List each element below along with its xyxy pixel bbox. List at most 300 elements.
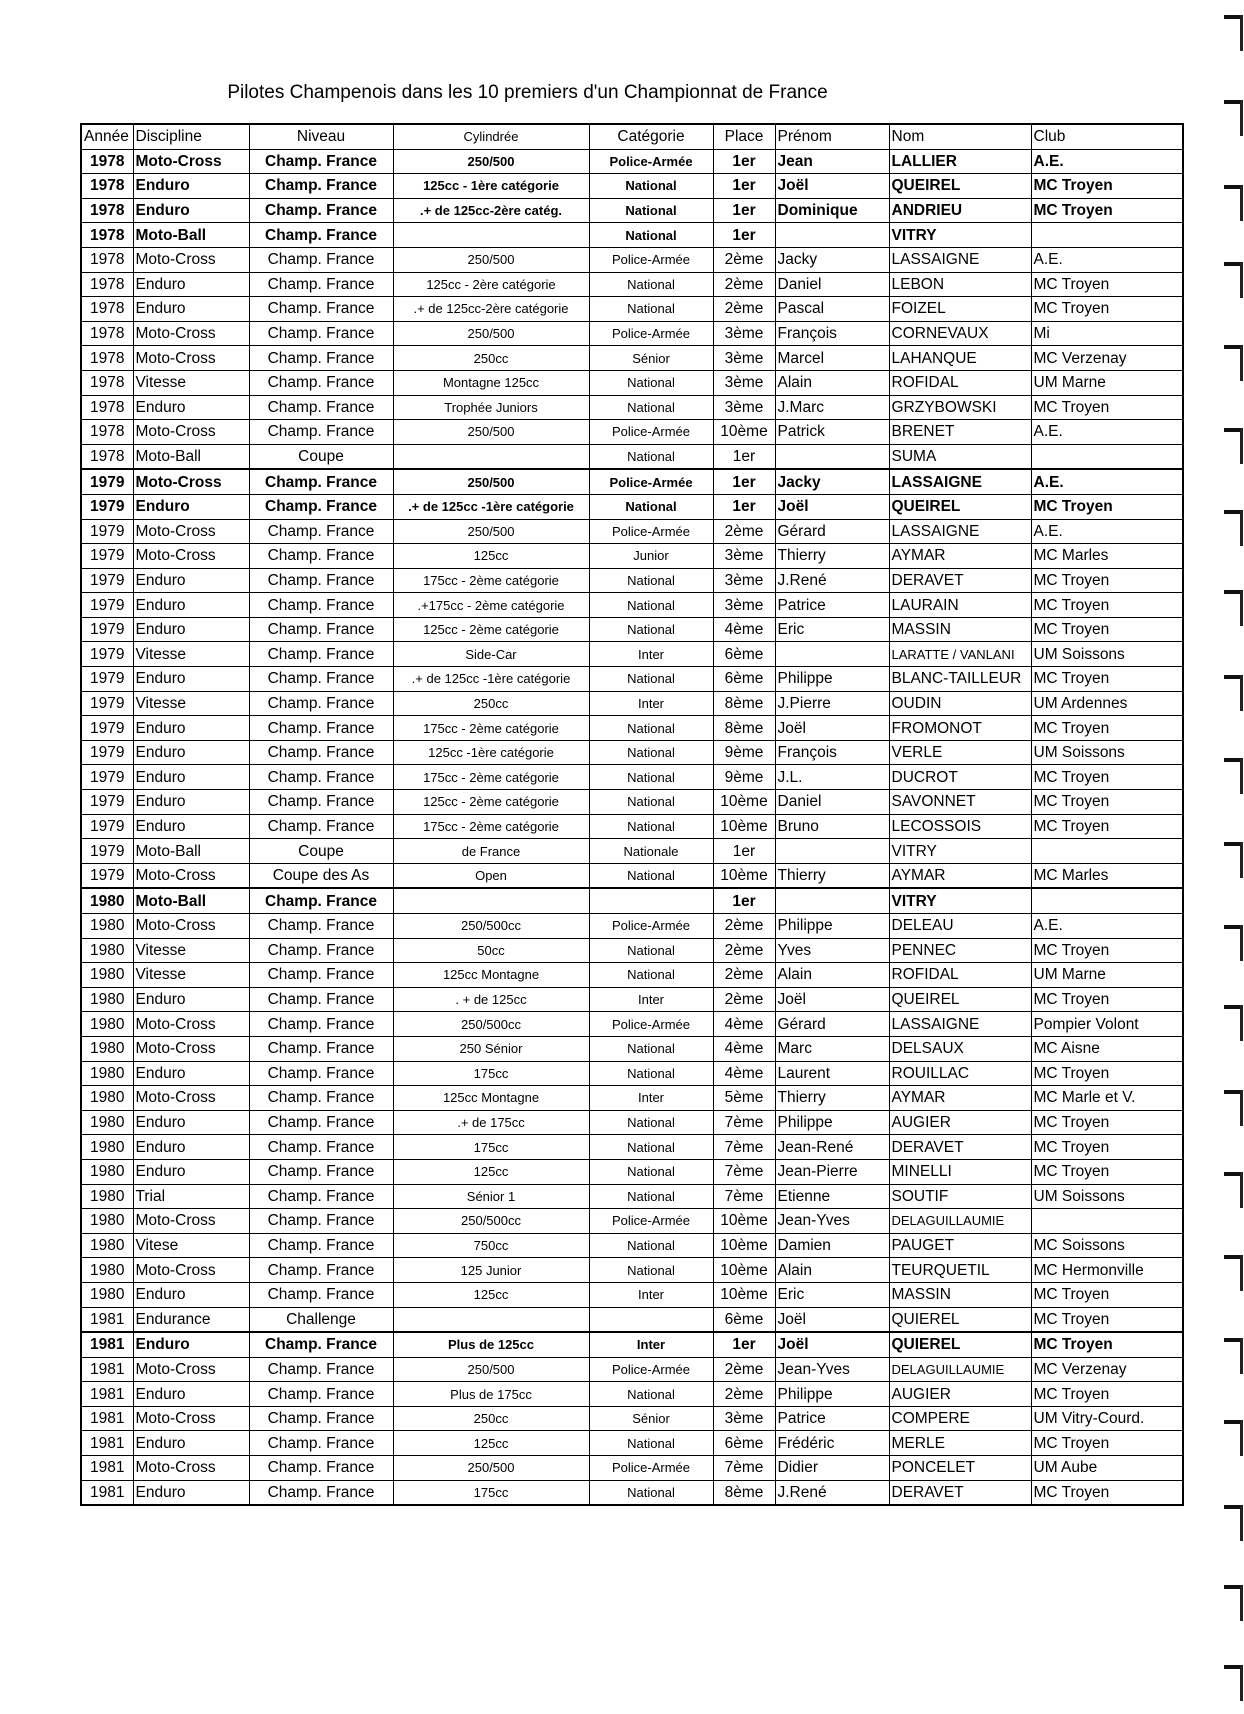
cell-categorie: Sénior xyxy=(589,346,713,371)
table-row xyxy=(81,765,1183,790)
cell-discipline: Moto-Cross xyxy=(133,420,249,445)
cell-club: UM Marne xyxy=(1031,370,1183,395)
cell-club: MC Troyen xyxy=(1031,938,1183,963)
cell-place: 8ème xyxy=(713,716,775,741)
cell-annee: 1978 xyxy=(81,420,133,445)
cell-annee: 1978 xyxy=(81,198,133,223)
cell-prenom: Didier xyxy=(775,1456,889,1481)
cell-annee: 1978 xyxy=(81,272,133,297)
cell-cylindree: 250cc xyxy=(393,346,589,371)
cell-nom: AYMAR xyxy=(889,544,1031,569)
header-nom: Nom xyxy=(889,124,1031,149)
table-row xyxy=(81,1086,1183,1111)
cell-niveau: Champ. France xyxy=(249,1382,393,1407)
cell-niveau: Champ. France xyxy=(249,1110,393,1135)
cell-cylindree: 125cc - 2ème catégorie xyxy=(393,790,589,815)
cell-niveau: Champ. France xyxy=(249,494,393,519)
cell-discipline: Enduro xyxy=(133,1159,249,1184)
cell-discipline: Moto-Cross xyxy=(133,863,249,888)
cell-nom: PENNEC xyxy=(889,938,1031,963)
cell-nom: LASSAIGNE xyxy=(889,1012,1031,1037)
cell-categorie: Inter xyxy=(589,1282,713,1307)
cell-discipline: Moto-Cross xyxy=(133,544,249,569)
cell-cylindree: 250/500 xyxy=(393,321,589,346)
cell-discipline: Enduro xyxy=(133,765,249,790)
cell-niveau: Champ. France xyxy=(249,814,393,839)
cell-categorie: National xyxy=(589,814,713,839)
cell-nom: BLANC-TAILLEUR xyxy=(889,667,1031,692)
table-row xyxy=(81,1456,1183,1481)
cell-niveau: Champ. France xyxy=(249,370,393,395)
cell-cylindree xyxy=(393,1307,589,1332)
edge-mark xyxy=(1224,1338,1242,1342)
cell-categorie: Inter xyxy=(589,691,713,716)
cell-place: 10ème xyxy=(713,1233,775,1258)
cell-discipline: Enduro xyxy=(133,297,249,322)
cell-place: 6ème xyxy=(713,1307,775,1332)
cell-place: 3ème xyxy=(713,1406,775,1431)
cell-nom: MASSIN xyxy=(889,1282,1031,1307)
cell-place: 3ème xyxy=(713,544,775,569)
header-cylindree: Cylindrée xyxy=(393,124,589,149)
cell-niveau: Champ. France xyxy=(249,247,393,272)
cell-cylindree: .+ de 125cc-2ère catégorie xyxy=(393,297,589,322)
cell-niveau: Coupe des As xyxy=(249,863,393,888)
cell-categorie: Nationale xyxy=(589,839,713,864)
cell-categorie: National xyxy=(589,568,713,593)
cell-discipline: Enduro xyxy=(133,593,249,618)
cell-nom: AUGIER xyxy=(889,1382,1031,1407)
cell-discipline: Enduro xyxy=(133,1382,249,1407)
table-row xyxy=(81,1110,1183,1135)
cell-discipline: Moto-Cross xyxy=(133,1456,249,1481)
cell-annee: 1980 xyxy=(81,1135,133,1160)
cell-club: MC Troyen xyxy=(1031,1382,1183,1407)
cell-categorie: National xyxy=(589,1184,713,1209)
edge-mark xyxy=(1224,1090,1242,1094)
cell-cylindree: Side-Car xyxy=(393,642,589,667)
cell-club: MC Troyen xyxy=(1031,617,1183,642)
cell-categorie: Sénior xyxy=(589,1406,713,1431)
cell-club: MC Troyen xyxy=(1031,198,1183,223)
table-row xyxy=(81,938,1183,963)
cell-place: 10ème xyxy=(713,790,775,815)
cell-nom: LEBON xyxy=(889,272,1031,297)
table-row xyxy=(81,888,1183,913)
cell-discipline: Enduro xyxy=(133,617,249,642)
cell-niveau: Champ. France xyxy=(249,716,393,741)
cell-nom: DUCROT xyxy=(889,765,1031,790)
table-row xyxy=(81,297,1183,322)
table-row xyxy=(81,1431,1183,1456)
cell-club: MC Troyen xyxy=(1031,1332,1183,1357)
cell-discipline: Enduro xyxy=(133,987,249,1012)
cell-annee: 1979 xyxy=(81,642,133,667)
cell-cylindree: 175cc xyxy=(393,1061,589,1086)
cell-prenom: Jean-René xyxy=(775,1135,889,1160)
cell-categorie: Police-Armée xyxy=(589,519,713,544)
cell-club: MC Troyen xyxy=(1031,297,1183,322)
cell-categorie: Police-Armée xyxy=(589,1357,713,1382)
cell-annee: 1979 xyxy=(81,740,133,765)
cell-categorie: National xyxy=(589,1036,713,1061)
cell-niveau: Champ. France xyxy=(249,1184,393,1209)
table-row xyxy=(81,149,1183,174)
cell-club: MC Troyen xyxy=(1031,790,1183,815)
cell-annee: 1981 xyxy=(81,1307,133,1332)
cell-prenom: Jacky xyxy=(775,469,889,494)
cell-categorie: National xyxy=(589,1258,713,1283)
cell-cylindree: 250cc xyxy=(393,691,589,716)
cell-niveau: Champ. France xyxy=(249,272,393,297)
edge-mark xyxy=(1224,1420,1242,1424)
cell-club: MC Troyen xyxy=(1031,1110,1183,1135)
cell-categorie: Police-Armée xyxy=(589,1012,713,1037)
cell-annee: 1979 xyxy=(81,568,133,593)
cell-annee: 1978 xyxy=(81,247,133,272)
cell-nom: ROUILLAC xyxy=(889,1061,1031,1086)
cell-categorie: National xyxy=(589,938,713,963)
cell-place: 1er xyxy=(713,469,775,494)
cell-prenom: Yves xyxy=(775,938,889,963)
edge-mark xyxy=(1224,925,1242,929)
cell-place: 1er xyxy=(713,174,775,199)
cell-niveau: Champ. France xyxy=(249,740,393,765)
cell-annee: 1980 xyxy=(81,1036,133,1061)
cell-nom: PAUGET xyxy=(889,1233,1031,1258)
cell-nom: DELAGUILLAUMIE xyxy=(889,1209,1031,1234)
edge-mark xyxy=(1224,758,1242,762)
cell-niveau: Champ. France xyxy=(249,1332,393,1357)
cell-niveau: Champ. France xyxy=(249,617,393,642)
cell-cylindree: de France xyxy=(393,839,589,864)
cell-discipline: Vitesse xyxy=(133,642,249,667)
cell-place: 1er xyxy=(713,149,775,174)
cell-categorie: National xyxy=(589,1135,713,1160)
cell-annee: 1979 xyxy=(81,790,133,815)
cell-nom: DELAGUILLAUMIE xyxy=(889,1357,1031,1382)
cell-niveau: Champ. France xyxy=(249,1036,393,1061)
table-row xyxy=(81,519,1183,544)
cell-club: UM Marne xyxy=(1031,963,1183,988)
cell-annee: 1979 xyxy=(81,494,133,519)
cell-annee: 1979 xyxy=(81,716,133,741)
cell-place: 1er xyxy=(713,839,775,864)
cell-cylindree: 250/500 xyxy=(393,1357,589,1382)
cell-cylindree: 250/500 xyxy=(393,149,589,174)
table-row xyxy=(81,568,1183,593)
cell-nom: ROFIDAL xyxy=(889,370,1031,395)
cell-place: 7ème xyxy=(713,1159,775,1184)
cell-niveau: Champ. France xyxy=(249,1086,393,1111)
cell-prenom: Dominique xyxy=(775,198,889,223)
cell-place: 6ème xyxy=(713,642,775,667)
cell-place: 2ème xyxy=(713,987,775,1012)
cell-annee: 1980 xyxy=(81,1258,133,1283)
header-discipline: Discipline xyxy=(133,124,249,149)
table-row xyxy=(81,863,1183,888)
cell-club: A.E. xyxy=(1031,519,1183,544)
cell-niveau: Champ. France xyxy=(249,938,393,963)
cell-categorie: Junior xyxy=(589,544,713,569)
cell-nom: ROFIDAL xyxy=(889,963,1031,988)
table-row xyxy=(81,740,1183,765)
cell-annee: 1979 xyxy=(81,691,133,716)
cell-discipline: Enduro xyxy=(133,716,249,741)
cell-niveau: Champ. France xyxy=(249,223,393,248)
cell-niveau: Champ. France xyxy=(249,963,393,988)
cell-prenom: Joël xyxy=(775,174,889,199)
cell-discipline: Enduro xyxy=(133,1332,249,1357)
edge-mark xyxy=(1224,1172,1242,1176)
cell-cylindree: .+ de 175cc xyxy=(393,1110,589,1135)
cell-place: 4ème xyxy=(713,1036,775,1061)
cell-categorie: Inter xyxy=(589,1086,713,1111)
cell-cylindree: 750cc xyxy=(393,1233,589,1258)
cell-discipline: Moto-Cross xyxy=(133,247,249,272)
header-club: Club xyxy=(1031,124,1183,149)
table-row xyxy=(81,1406,1183,1431)
cell-nom: DERAVET xyxy=(889,1135,1031,1160)
cell-place: 4ème xyxy=(713,1061,775,1086)
cell-categorie: National xyxy=(589,395,713,420)
table-row xyxy=(81,174,1183,199)
cell-nom: MERLE xyxy=(889,1431,1031,1456)
table-row xyxy=(81,839,1183,864)
cell-nom: CORNEVAUX xyxy=(889,321,1031,346)
cell-discipline: Moto-Cross xyxy=(133,346,249,371)
cell-annee: 1979 xyxy=(81,593,133,618)
cell-club xyxy=(1031,888,1183,913)
cell-place: 10ème xyxy=(713,1282,775,1307)
cell-club: A.E. xyxy=(1031,914,1183,939)
cell-club: MC Marles xyxy=(1031,544,1183,569)
table-row xyxy=(81,1135,1183,1160)
cell-discipline: Moto-Cross xyxy=(133,321,249,346)
table-row xyxy=(81,1282,1183,1307)
cell-prenom: Joël xyxy=(775,1332,889,1357)
cell-discipline: Moto-Cross xyxy=(133,1258,249,1283)
cell-nom: LARATTE / VANLANI xyxy=(889,642,1031,667)
cell-club: UM Soissons xyxy=(1031,1184,1183,1209)
cell-prenom: Philippe xyxy=(775,1382,889,1407)
cell-niveau: Coupe xyxy=(249,839,393,864)
edge-mark xyxy=(1224,510,1242,514)
cell-club: A.E. xyxy=(1031,469,1183,494)
cell-prenom: Joël xyxy=(775,716,889,741)
table-row xyxy=(81,469,1183,494)
cell-prenom: Jean-Yves xyxy=(775,1209,889,1234)
table-row xyxy=(81,370,1183,395)
cell-categorie: National xyxy=(589,444,713,469)
cell-place: 7ème xyxy=(713,1456,775,1481)
cell-nom: BRENET xyxy=(889,420,1031,445)
cell-club: MC Troyen xyxy=(1031,1135,1183,1160)
cell-categorie: Police-Armée xyxy=(589,149,713,174)
cell-discipline: Moto-Cross xyxy=(133,149,249,174)
cell-place: 2ème xyxy=(713,1357,775,1382)
cell-prenom: J.René xyxy=(775,1480,889,1505)
cell-categorie: National xyxy=(589,667,713,692)
cell-annee: 1978 xyxy=(81,174,133,199)
cell-cylindree: 125cc xyxy=(393,1431,589,1456)
cell-niveau: Champ. France xyxy=(249,395,393,420)
cell-place: 6ème xyxy=(713,667,775,692)
table-row xyxy=(81,1382,1183,1407)
cell-niveau: Champ. France xyxy=(249,420,393,445)
table-row xyxy=(81,198,1183,223)
edge-mark xyxy=(1224,100,1242,104)
cell-annee: 1980 xyxy=(81,987,133,1012)
cell-niveau: Champ. France xyxy=(249,1258,393,1283)
cell-nom: LAURAIN xyxy=(889,593,1031,618)
table-row xyxy=(81,691,1183,716)
cell-place: 2ème xyxy=(713,247,775,272)
cell-niveau: Champ. France xyxy=(249,1233,393,1258)
cell-annee: 1980 xyxy=(81,1209,133,1234)
cell-nom: MINELLI xyxy=(889,1159,1031,1184)
cell-niveau: Champ. France xyxy=(249,1480,393,1505)
cell-place: 3ème xyxy=(713,395,775,420)
cell-discipline: Moto-Cross xyxy=(133,469,249,494)
cell-nom: AYMAR xyxy=(889,1086,1031,1111)
table-body xyxy=(81,149,1183,1505)
cell-cylindree: 125cc -1ère catégorie xyxy=(393,740,589,765)
cell-niveau: Champ. France xyxy=(249,888,393,913)
cell-annee: 1980 xyxy=(81,1061,133,1086)
cell-niveau: Champ. France xyxy=(249,593,393,618)
cell-club: MC Troyen xyxy=(1031,1061,1183,1086)
cell-annee: 1980 xyxy=(81,1086,133,1111)
cell-discipline: Enduro xyxy=(133,1135,249,1160)
cell-categorie: National xyxy=(589,198,713,223)
cell-categorie: Police-Armée xyxy=(589,914,713,939)
cell-club: MC Troyen xyxy=(1031,1480,1183,1505)
cell-prenom: Patrice xyxy=(775,593,889,618)
cell-club: Mi xyxy=(1031,321,1183,346)
cell-club: UM Vitry-Courd. xyxy=(1031,1406,1183,1431)
cell-cylindree: 175cc xyxy=(393,1135,589,1160)
cell-club xyxy=(1031,444,1183,469)
cell-categorie xyxy=(589,888,713,913)
cell-prenom: Philippe xyxy=(775,667,889,692)
cell-categorie: National xyxy=(589,174,713,199)
cell-place: 10ème xyxy=(713,420,775,445)
cell-discipline: Enduro xyxy=(133,272,249,297)
cell-place: 3ème xyxy=(713,346,775,371)
cell-categorie: Police-Armée xyxy=(589,1456,713,1481)
cell-categorie xyxy=(589,1307,713,1332)
cell-annee: 1979 xyxy=(81,617,133,642)
cell-annee: 1979 xyxy=(81,544,133,569)
table-row xyxy=(81,247,1183,272)
cell-prenom: François xyxy=(775,321,889,346)
cell-nom: GRZYBOWSKI xyxy=(889,395,1031,420)
cell-nom: AYMAR xyxy=(889,863,1031,888)
edge-mark xyxy=(1224,345,1242,349)
cell-prenom: Marcel xyxy=(775,346,889,371)
cell-prenom: Pascal xyxy=(775,297,889,322)
cell-discipline: Vitese xyxy=(133,1233,249,1258)
cell-annee: 1979 xyxy=(81,839,133,864)
cell-club: MC Troyen xyxy=(1031,716,1183,741)
cell-club: MC Troyen xyxy=(1031,1431,1183,1456)
cell-discipline: Enduro xyxy=(133,1110,249,1135)
cell-cylindree: 250/500cc xyxy=(393,1209,589,1234)
cell-place: 2ème xyxy=(713,297,775,322)
cell-nom: DERAVET xyxy=(889,1480,1031,1505)
cell-categorie: National xyxy=(589,223,713,248)
cell-categorie: National xyxy=(589,593,713,618)
cell-discipline: Enduro xyxy=(133,494,249,519)
table-row xyxy=(81,1036,1183,1061)
edge-mark xyxy=(1224,428,1242,432)
cell-discipline: Moto-Ball xyxy=(133,223,249,248)
cell-nom: QUIEREL xyxy=(889,1307,1031,1332)
cell-prenom: Eric xyxy=(775,1282,889,1307)
cell-nom: FOIZEL xyxy=(889,297,1031,322)
cell-nom: OUDIN xyxy=(889,691,1031,716)
cell-prenom xyxy=(775,888,889,913)
cell-categorie: Inter xyxy=(589,642,713,667)
cell-club: MC Troyen xyxy=(1031,1282,1183,1307)
cell-annee: 1981 xyxy=(81,1332,133,1357)
cell-annee: 1979 xyxy=(81,667,133,692)
edge-mark xyxy=(1224,1255,1242,1259)
cell-categorie: National xyxy=(589,297,713,322)
table-row xyxy=(81,1184,1183,1209)
cell-place: 1er xyxy=(713,198,775,223)
cell-club: MC Troyen xyxy=(1031,1159,1183,1184)
cell-niveau: Champ. France xyxy=(249,691,393,716)
cell-annee: 1980 xyxy=(81,1233,133,1258)
cell-place: 8ème xyxy=(713,691,775,716)
cell-nom: ANDRIEU xyxy=(889,198,1031,223)
cell-place: 10ème xyxy=(713,814,775,839)
cell-discipline: Moto-Cross xyxy=(133,1406,249,1431)
table-row xyxy=(81,1061,1183,1086)
cell-nom: QUEIREL xyxy=(889,494,1031,519)
cell-categorie: National xyxy=(589,716,713,741)
cell-place: 1er xyxy=(713,223,775,248)
cell-prenom: Philippe xyxy=(775,914,889,939)
cell-club: UM Soissons xyxy=(1031,642,1183,667)
edge-mark xyxy=(1224,1585,1242,1589)
cell-cylindree: 250cc xyxy=(393,1406,589,1431)
cell-niveau: Champ. France xyxy=(249,174,393,199)
cell-club: UM Aube xyxy=(1031,1456,1183,1481)
table-row xyxy=(81,321,1183,346)
cell-categorie: Police-Armée xyxy=(589,420,713,445)
header-categorie: Catégorie xyxy=(589,124,713,149)
cell-cylindree: .+175cc - 2ème catégorie xyxy=(393,593,589,618)
cell-place: 2ème xyxy=(713,914,775,939)
cell-place: 2ème xyxy=(713,963,775,988)
cell-prenom: Daniel xyxy=(775,790,889,815)
cell-club: MC Troyen xyxy=(1031,593,1183,618)
results-table xyxy=(80,123,1184,1506)
cell-cylindree: 125cc xyxy=(393,544,589,569)
cell-niveau: Champ. France xyxy=(249,1012,393,1037)
cell-annee: 1981 xyxy=(81,1357,133,1382)
cell-nom: MASSIN xyxy=(889,617,1031,642)
cell-annee: 1979 xyxy=(81,469,133,494)
cell-cylindree: 175cc - 2ème catégorie xyxy=(393,716,589,741)
cell-niveau: Champ. France xyxy=(249,987,393,1012)
header-prenom: Prénom xyxy=(775,124,889,149)
table-row xyxy=(81,914,1183,939)
cell-discipline: Enduro xyxy=(133,814,249,839)
